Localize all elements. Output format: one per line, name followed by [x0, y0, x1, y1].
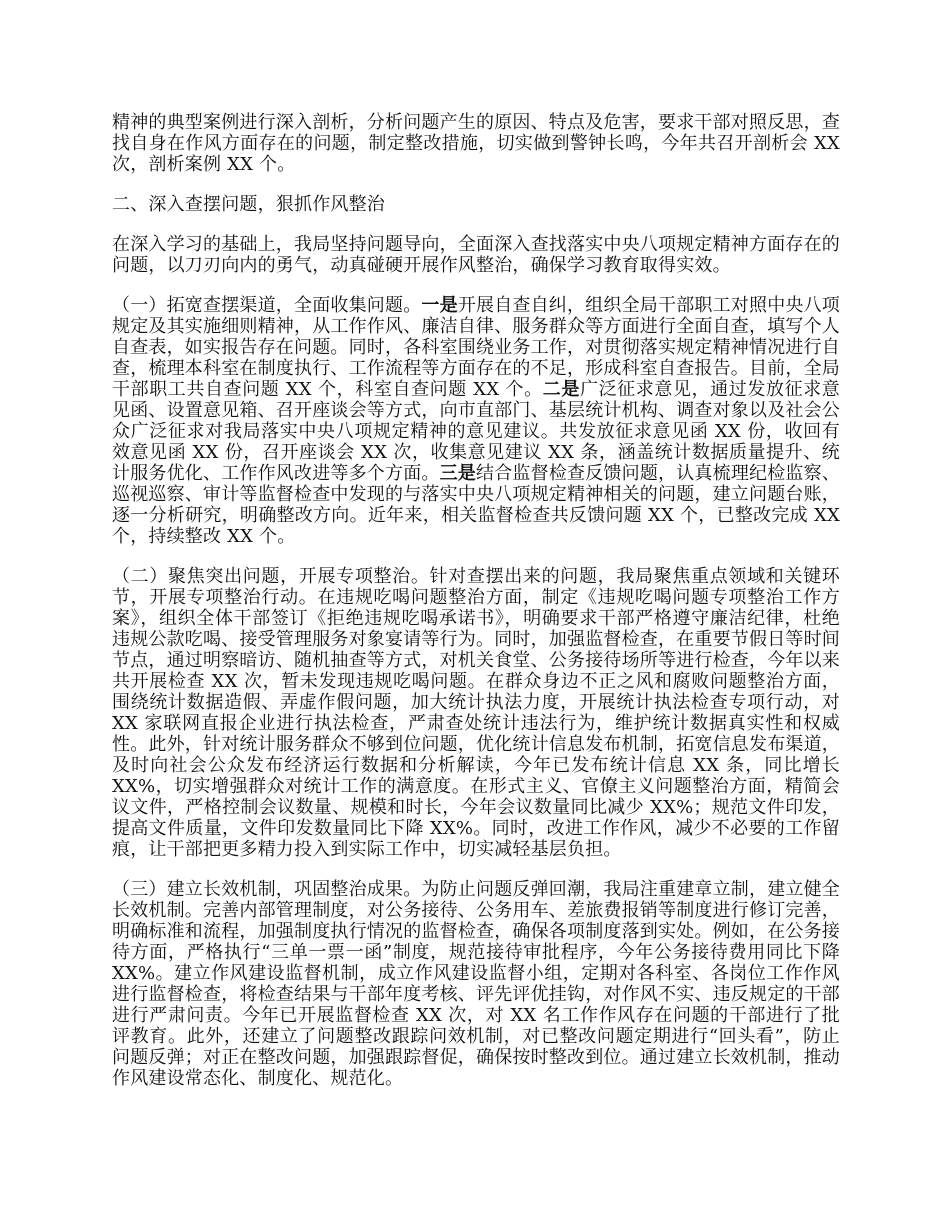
- paragraph-text: 广泛征求意见，通过发放征求意见函、设置意见箱、召开座谈会等方式，向市直部门、基层统计机构、调查对象以及社会公众广泛征求对我局落实中央八项规定精神的意见建议。共发放征求意见函 XX 份，收回有效意见函 XX 份，召开座谈会 XX 次，收集意见建议 XX 条，涵盖统计数据质量提升、统计服务优化、工作作风改进等多个方面。: [112, 379, 840, 484]
- paragraph-broaden-channels: [112, 295, 840, 547]
- bold-marker-first: 一是: [421, 295, 458, 316]
- paragraph-text: 结合监督检查反馈问题，认真梳理纪检监察、巡视巡察、审计等监督检查中发现的与落实中央八项规定精神相关的问题，建立问题台账，逐一分析研究，明确整改方向。近年来，相关监督检查共反馈问题 XX 个，已整改完成 XX 个，持续整改 XX 个。: [112, 463, 841, 547]
- section-heading-text: 二、深入查摆问题，狠抓作风整治: [112, 194, 385, 215]
- paragraph-special-rectification: [112, 566, 840, 860]
- paragraph-text: （二）聚焦突出问题，开展专项整治。针对查摆出来的问题，我局聚焦重点领域和关键环节，开展专项整治行动。在违规吃喝问题整治方面，制定《违规吃喝问题专项整治工作方案》，组织全体干部签订《拒绝违规吃喝承诺书》，明确要求干部严格遵守廉洁纪律，杜绝违规公款吃喝、接受管理服务对象宴请等行为。同时，加强监督检查，在重要节假日等时间节点，通过明察暗访、随机抽查等方式，对机关食堂、公务接待场所等进行检查，今年以来共开展检查 XX 次，暂未发现违规吃喝问题。在群众身边不正之风和腐败问题整治方面，围绕统计数据造假、弄虚作假问题，加大统计执法力度，开展统计执法检查专项行动，对 XX 家联网直报企业进行执法检查，严肃查处统计违法行为，维护统计数据真实性和权威性。此外，针对统计服务群众不够到位问题，优化统计信息发布机制，拓宽信息发布渠道，及时向社会公众发布经济运行数据和分析解读，今年已发布统计信息 XX 条，同比增长 XX%，切实增强群众对统计工作的满意度。在形式主义、官僚主义问题整治方面，精简会议文件，严格控制会议数量、规模和时长，今年会议数量同比减少 XX%；规范文件印发，提高文件质量，文件印发数量同比下降 XX%。同时，改进工作作风，减少不必要的工作留痕，让干部把更多精力投入到实际工作中，切实减轻基层负担。: [112, 566, 840, 860]
- document-page: [112, 112, 840, 1108]
- bold-marker-third: 三是: [439, 463, 477, 484]
- section-heading: [112, 194, 840, 215]
- paragraph-text: （三）建立长效机制，巩固整治成果。为防止问题反弹回潮，我局注重建章立制，建立健全长效机制。完善内部管理制度，对公务接待、公务用车、差旅费报销等制度进行修订完善，明确标准和流程，加强制度执行情况的监督检查，确保各项制度落到实处。例如，在公务接待方面，严格执行“三单一票一函”制度，规范接待审批程序，今年公务接待费用同比下降 XX%。建立作风建设监督机制，成立作风建设监督小组，定期对各科室、各岗位工作作风进行监督检查，将检查结果与干部年度考核、评先评优挂钩，对作风不实、违反规定的干部进行严肃问责。今年已开展监督检查 XX 次，对 XX 名工作作风存在问题的干部进行了批评教育。此外，还建立了问题整改跟踪问效机制，对已整改问题定期进行“回头看”，防止问题反弹；对正在整改问题，加强跟踪督促，确保按时整改到位。通过建立长效机制，推动作风建设常态化、制度化、规范化。: [112, 879, 840, 1089]
- paragraph-text: 精神的典型案例进行深入剖析，分析问题产生的原因、特点及危害，要求干部对照反思，查找自身在作风方面存在的问题，制定整改措施，切实做到警钟长鸣，今年共召开剖析会 XX 次，剖析案例 XX 个。: [112, 112, 840, 175]
- paragraph-text: 开展自查自纠，组织全局干部职工对照中央八项规定及其实施细则精神，从工作作风、廉洁自律、服务群众等方面进行全面自查，填写个人自查表，如实报告存在问题。同时，各科室围绕业务工作，对贯彻落实规定精神情况进行自查，梳理本科室在制度执行、工作流程等方面存在的不足，形成科室自查报告。目前，全局干部职工共自查问题 XX 个，科室自查问题 XX 个。: [112, 295, 841, 400]
- paragraph-case-analysis: [112, 112, 840, 175]
- paragraph-intro: [112, 234, 840, 276]
- paragraph-text: （一）拓宽查摆渠道，全面收集问题。: [112, 295, 422, 316]
- bold-marker-second: 二是: [542, 379, 580, 400]
- paragraph-long-term-mechanism: [112, 879, 840, 1089]
- paragraph-text: 在深入学习的基础上，我局坚持问题导向，全面深入查找落实中央八项规定精神方面存在的问题，以刀刃向内的勇气，动真碰硬开展作风整治，确保学习教育取得实效。: [112, 234, 840, 276]
